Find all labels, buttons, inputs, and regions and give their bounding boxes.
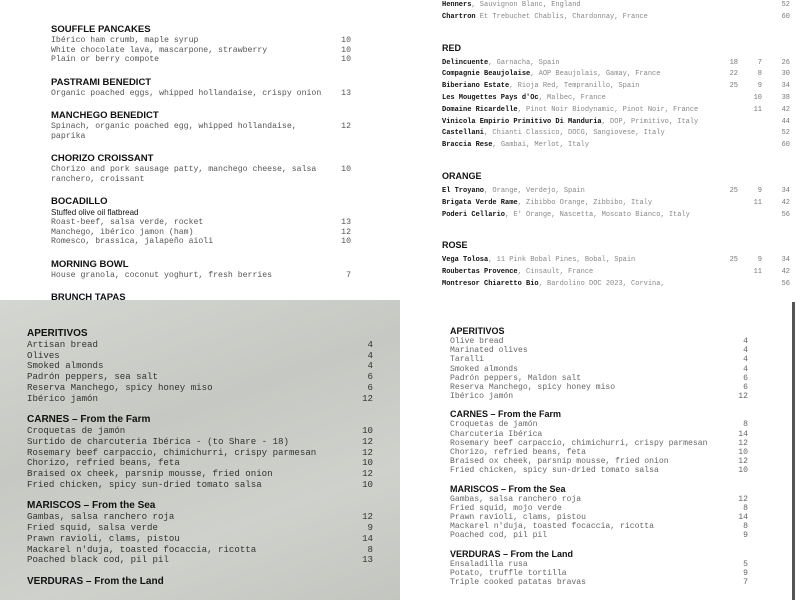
section-heading: SOUFFLE PANCAKES [51, 24, 151, 35]
menu-item [51, 36, 351, 46]
wine-row [442, 69, 800, 81]
menu-item [450, 466, 748, 475]
menu-item [51, 271, 351, 281]
item-description: Mackarel n'duja, toasted focaccia, ricotta [27, 543, 257, 555]
section-heading: APERITIVOS [450, 326, 505, 336]
item-price: 10 [738, 466, 748, 476]
wine-row [442, 128, 800, 140]
item-description: House granola, coconut yoghurt, fresh berries [51, 270, 273, 280]
wine-description: Et Trebuchet Chablis, Chardonnay, France [475, 12, 648, 21]
wine-price: 11 [753, 198, 762, 207]
tapas-menu-photo-panel [0, 300, 400, 600]
wine-row [442, 12, 800, 24]
item-price: 4 [743, 346, 748, 356]
wine-price: 11 [753, 268, 762, 277]
item-description: Chorizo, refried beans, feta [450, 448, 586, 458]
item-description: Manchego, ibérico jamon (ham) [51, 227, 194, 237]
item-description: Mackarel n'duja, toasted focaccia, ricotta [450, 522, 654, 532]
menu-item [450, 439, 748, 448]
item-description: Prawn ravioli, clams, pistou [450, 513, 586, 523]
item-description: Smoked almonds [27, 360, 104, 372]
menu-item [27, 340, 373, 351]
section-heading: MORNING BOWL [51, 258, 129, 270]
item-description: White chocolate lava, mascarpone, strawberry [51, 45, 268, 55]
wine-row [442, 198, 800, 210]
item-price: 4 [367, 339, 373, 350]
menu-item [450, 337, 748, 346]
item-price: 10 [738, 448, 748, 458]
menu-item [51, 165, 351, 184]
item-description: Organic poached eggs, whipped hollandaise, crispy onion [51, 88, 322, 98]
wine-description: , 11 Pink Bobal Pines, Bobal, Spain [488, 256, 636, 265]
item-price: 14 [738, 513, 748, 523]
section-subtitle: Stuffed olive oil flatbread [51, 208, 139, 217]
item-description: Rosemary beef carpaccio, chimichurri, crispy parmesan [450, 438, 708, 448]
menu-item [51, 89, 351, 99]
wine-name: Les Mougettes Pays d'Oc [442, 93, 539, 102]
wine-description: , DOP, Primitivo, Italy [601, 117, 699, 126]
item-price: 12 [362, 446, 373, 458]
item-description: Reserva Manchego, spicy honey miso [27, 381, 213, 393]
wine-row [442, 279, 800, 291]
item-description: Fried squid, mojo verde [450, 503, 562, 513]
menu-item [450, 495, 748, 504]
section-heading: BRUNCH TAPAS [51, 292, 126, 300]
wine-row [442, 105, 800, 117]
wine-name: Vega Tolosa [442, 256, 489, 265]
menu-item [450, 513, 748, 522]
menu-item [450, 504, 748, 513]
wine-name: Compagnie Beaujolaise [442, 70, 531, 79]
item-price: 13 [362, 554, 373, 566]
wine-row [442, 117, 800, 129]
menu-section [442, 170, 800, 221]
item-price: 10 [341, 165, 351, 174]
menu-section [51, 292, 400, 300]
wine-description: , Sauvignon Blanc, England [471, 1, 581, 9]
wine-row [442, 58, 800, 70]
wine-row [442, 0, 800, 12]
menu-item [51, 237, 351, 247]
wine-price: 18 [729, 58, 738, 67]
item-price: 13 [341, 88, 351, 98]
menu-item [51, 228, 351, 238]
item-price: 10 [341, 237, 351, 246]
item-description: Chorizo, refried beans, feta [27, 457, 180, 469]
item-price: 4 [743, 364, 748, 374]
section-heading: CHORIZO CROISSANT [51, 153, 154, 164]
wine-name: Biberiano Estate [442, 82, 510, 91]
item-price: 6 [367, 381, 373, 393]
item-price: 8 [743, 420, 748, 430]
section-heading: PASTRAMI BENEDICT [51, 76, 152, 88]
wine-description: , AOP Beaujolais, Gamay, France [530, 70, 661, 79]
wine-name: Brigata Verde Rame [442, 198, 518, 207]
item-price: 13 [341, 218, 351, 227]
wine-name: Montresor Chiaretto Bio [442, 279, 539, 288]
section-heading: BOCADILLO [51, 196, 108, 207]
wine-description: , E' Orange, Nascetta, Moscato Bianco, Italy [505, 210, 690, 219]
menu-section [442, 239, 800, 290]
item-description: Ibérico ham crumb, maple syrup [51, 36, 199, 45]
item-description: Marinated olives [450, 346, 528, 356]
wine-description: , Gambai, Merlot, Italy [492, 141, 590, 150]
item-description: Romesco, brassica, jalapeño aioli [51, 237, 214, 246]
wine-price: 34 [781, 186, 790, 195]
item-price: 4 [743, 337, 748, 346]
wine-price: 34 [781, 256, 790, 265]
wine-name: Castellani [442, 129, 485, 138]
item-price: 12 [362, 392, 373, 404]
wine-price: 30 [781, 70, 790, 79]
section-heading: ORANGE [442, 170, 482, 181]
item-description: Ibérico jamón [27, 392, 98, 404]
item-description: Gambas, salsa ranchero roja [450, 494, 582, 504]
wine-name: Braccia Rese [442, 141, 493, 150]
menu-section [51, 24, 400, 65]
wine-description: , Zibibbo Orange, Zibbibo, Italy [517, 198, 653, 207]
item-price: 10 [362, 425, 373, 437]
item-price: 10 [341, 36, 351, 45]
section-heading: MARISCOS – From the Sea [27, 500, 156, 512]
section-heading: RED [442, 42, 462, 53]
menu-item [450, 522, 748, 531]
wine-row [442, 267, 800, 279]
item-description: Olive bread [450, 337, 504, 346]
menu-item [27, 555, 373, 566]
item-description: Ibérico jamón [450, 392, 514, 402]
item-price: 6 [367, 371, 373, 383]
wine-name: Delincuente [442, 58, 489, 67]
menu-item [450, 448, 748, 457]
menu-item [450, 531, 748, 540]
wine-price: 56 [781, 210, 790, 219]
wine-price: 9 [757, 256, 762, 265]
item-price: 12 [362, 468, 373, 480]
menu-section [442, 0, 800, 24]
menu-section [51, 196, 400, 247]
item-description: Charcuteria Ibérica [450, 429, 543, 439]
item-price: 12 [738, 457, 748, 467]
item-description: Poached cod, pil pil [450, 531, 548, 541]
wine-row [442, 186, 800, 198]
wine-row [442, 93, 800, 105]
wine-price: 9 [757, 82, 762, 91]
menu-item [450, 383, 748, 392]
menu-item [450, 346, 748, 355]
item-description: Triple cooked patatas bravas [450, 578, 586, 588]
item-price: 10 [362, 478, 373, 490]
item-description: Plain or berry compote [51, 55, 160, 64]
menu-section [51, 153, 400, 184]
item-price: 8 [743, 522, 748, 532]
item-price: 12 [362, 435, 373, 447]
wine-row [442, 140, 800, 152]
wine-price: 52 [781, 129, 790, 138]
menu-item [450, 355, 748, 364]
menu-item [450, 560, 748, 569]
wine-price: 10 [753, 93, 762, 102]
menu-section [51, 77, 400, 99]
wine-price: 11 [753, 105, 762, 114]
menu-item [27, 480, 373, 491]
menu-section [51, 259, 400, 281]
menu-item [450, 374, 748, 383]
wine-description: , Chianti Classico, DOCG, Sangiovese, Italy [484, 129, 665, 138]
section-heading: ROSE [442, 240, 468, 251]
item-price: 9 [743, 568, 748, 578]
item-price: 5 [743, 559, 748, 569]
wine-price: 60 [781, 12, 790, 21]
item-description: Croquetas de jamón [27, 425, 126, 437]
item-description: Reserva Manchego, spicy honey miso [450, 383, 616, 393]
item-description: Gambas, salsa ranchero roja [27, 511, 175, 523]
menu-item [51, 46, 351, 56]
section-heading: MANCHEGO BENEDICT [51, 110, 159, 121]
item-price: 12 [738, 392, 748, 402]
item-price: 4 [743, 355, 748, 365]
section-heading: CARNES – From the Farm [27, 414, 151, 426]
wine-row [442, 255, 800, 267]
menu-section [27, 328, 400, 404]
item-price: 9 [743, 531, 748, 541]
item-price: 6 [743, 373, 748, 383]
item-description: Spinach, organic poached egg, whipped hollandaise, paprika [51, 122, 297, 141]
item-price: 9 [367, 522, 373, 534]
item-price: 12 [738, 494, 748, 504]
wine-price: 25 [729, 186, 738, 195]
item-description: Potato, truffle tortilla [450, 568, 567, 578]
item-price: 8 [367, 543, 373, 555]
menu-section [27, 500, 400, 566]
item-price: 10 [341, 55, 351, 64]
wine-price: 22 [729, 70, 738, 79]
wine-price: 52 [781, 1, 790, 9]
item-price: 14 [738, 429, 748, 439]
wine-description: , Bardolino DOC 2023, Corvina, [538, 279, 665, 288]
menu-item [450, 457, 748, 466]
item-description: Taralli [450, 355, 484, 365]
item-description: Roast-beef, salsa verde, rocket [51, 218, 204, 227]
wine-price: 26 [781, 58, 790, 67]
wine-price: 56 [781, 279, 790, 288]
wine-description: , Orange, Verdejo, Spain [484, 186, 585, 195]
wine-price: 42 [781, 198, 790, 207]
item-description: Smoked almonds [450, 364, 518, 374]
menu-item [450, 420, 748, 429]
item-price: 10 [362, 457, 373, 469]
wine-price: 42 [781, 268, 790, 277]
menu-item [450, 578, 748, 587]
menu-item [51, 55, 351, 65]
item-price: 4 [367, 360, 373, 372]
item-price: 12 [341, 227, 351, 237]
item-description: Fried squid, salsa verde [27, 522, 158, 534]
item-description: Artisan bread [27, 339, 98, 350]
menu-section [27, 414, 400, 490]
wine-description: , Garnacha, Spain [488, 58, 560, 67]
item-price: 6 [743, 383, 748, 393]
wine-price: 25 [729, 256, 738, 265]
menu-section [450, 549, 792, 588]
wine-name: Vinicola Empirio Primitivo Di Manduria [442, 117, 602, 126]
menu-item [450, 365, 748, 374]
menu-item [51, 122, 351, 141]
item-description: Olives [27, 349, 60, 361]
menu-section [27, 576, 400, 588]
wine-price: 9 [757, 186, 762, 195]
wine-price: 42 [781, 105, 790, 114]
wine-price: 44 [781, 117, 790, 126]
item-price: 8 [743, 503, 748, 513]
wine-row [442, 81, 800, 93]
item-description: Surtido de charcuteria Ibérica - (to Share - 18) [27, 435, 289, 447]
item-description: Chorizo and pork sausage patty, manchego cheese, salsa ranchero, croissant [51, 165, 317, 184]
wine-price: 8 [757, 70, 762, 79]
wine-price: 7 [757, 58, 762, 67]
menu-section [51, 110, 400, 141]
wine-description: , Pinot Noir Biodynamic, Pinot Noir, France [517, 105, 699, 114]
menu-section [442, 42, 800, 152]
wine-name: Chartron [442, 12, 476, 21]
wine-name: Domaine Ricardelle [442, 105, 518, 114]
item-price: 12 [341, 122, 351, 131]
section-heading: CARNES – From the Farm [450, 409, 562, 420]
section-heading: VERDURAS – From the Land [27, 575, 164, 587]
item-price: 14 [362, 532, 373, 544]
menu-section [450, 484, 792, 541]
wine-description: , Cinsault, France [517, 268, 594, 277]
item-description: Braised ox cheek, parsnip mousse, fried onion [450, 457, 669, 467]
wine-price: 25 [729, 82, 738, 91]
item-price: 4 [367, 349, 373, 361]
wine-name: Poderi Cellario [442, 210, 506, 219]
section-heading: MARISCOS – From the Sea [450, 483, 566, 494]
item-price: 12 [362, 511, 373, 523]
section-heading: APERITIVOS [27, 328, 88, 339]
wine-name: Roubertas Provence [442, 268, 518, 277]
menu-item [450, 569, 748, 578]
wine-description: , Rioja Red, Tempranillo, Spain [509, 82, 640, 91]
wine-list-panel [400, 0, 800, 302]
item-description: Braised ox cheek, parsnip mousse, fried onion [27, 468, 273, 480]
item-description: Rosemary beef carpaccio, chimichurri, crispy parmesan [27, 446, 317, 458]
item-price: 10 [341, 45, 351, 55]
wine-name: Henners [442, 1, 472, 9]
menu-section [450, 326, 792, 401]
item-price: 7 [743, 578, 748, 588]
brunch-menu-panel [0, 0, 400, 300]
item-description: Croquetas de jamón [450, 420, 538, 430]
wine-price: 38 [781, 93, 790, 102]
wine-row [442, 210, 800, 222]
wine-price: 34 [781, 82, 790, 91]
tapas-menu-print-panel [400, 302, 795, 600]
item-price: 12 [738, 438, 748, 448]
menu-item [51, 218, 351, 228]
item-description: Fried chicken, spicy sun-dried tomato salsa [450, 466, 659, 476]
wine-price: 60 [781, 141, 790, 150]
item-description: Poached black cod, pil pil [27, 554, 169, 566]
wine-name: El Troyano [442, 186, 485, 195]
item-description: Padrón peppers, sea salt [27, 371, 158, 383]
item-description: Fried chicken, spicy sun-dried tomato salsa [27, 478, 262, 490]
section-heading: VERDURAS – From the Land [450, 548, 574, 559]
menu-item [450, 430, 748, 439]
item-price: 7 [346, 270, 351, 280]
item-description: Prawn ravioli, clams, pistou [27, 532, 180, 544]
item-description: Padrón peppers, Maldon salt [450, 373, 582, 383]
menu-item [450, 392, 748, 401]
menu-item [27, 394, 373, 405]
item-description: Ensaladilla rusa [450, 559, 528, 569]
wine-description: , Malbec, France [538, 93, 606, 102]
menu-section [450, 409, 792, 475]
